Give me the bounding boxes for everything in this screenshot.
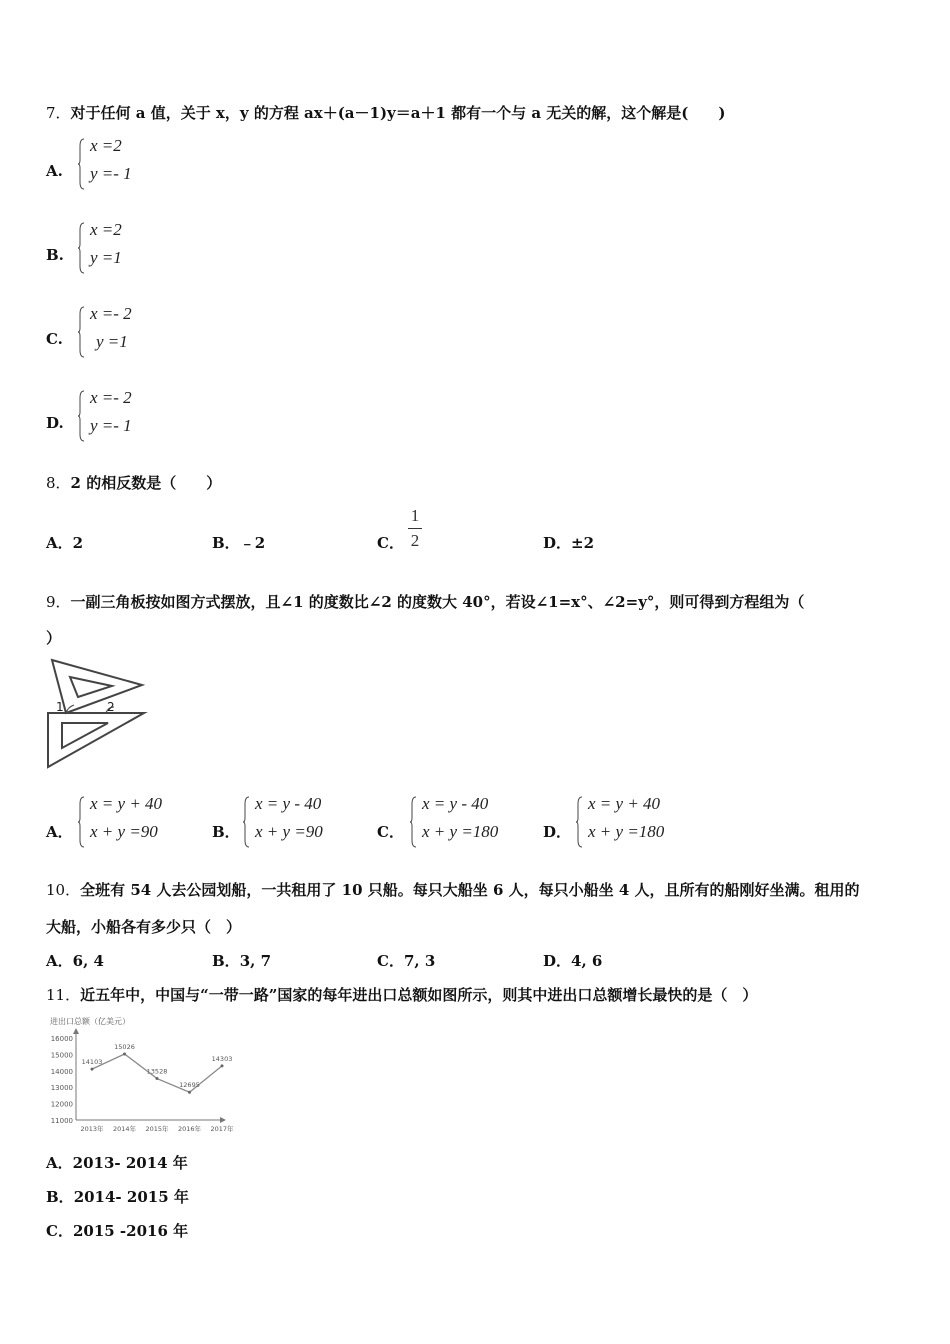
q8-option-d[interactable]: D．±2: [543, 534, 595, 552]
x-tick-label: 2017年: [210, 1125, 234, 1133]
data-point: [123, 1052, 126, 1055]
q10-option-b[interactable]: B．3, 7: [212, 952, 272, 970]
y-tick-label: 11000: [50, 1117, 73, 1125]
q8-option-a[interactable]: A．2: [46, 534, 84, 552]
q11-option-b[interactable]: B．2014- 2015 年: [46, 1188, 189, 1206]
q9-option-b-label[interactable]: B．: [212, 823, 240, 841]
q7-stem: 7．对于任何 a 值，关于 x，y 的方程 ax＋(a－1)y＝a＋1 都有一个与 a 无关的解，这个解是( ): [46, 104, 726, 122]
x-tick-label: 2013年: [80, 1125, 104, 1133]
brace-icon: [576, 796, 583, 848]
q11-stem: 11．近五年中，中国与“一带一路”国家的每年进出口总额如图所示，则其中进出口总额增长最快的是（ ）: [46, 986, 758, 1004]
triangle-boards-figure: [44, 655, 148, 773]
data-point: [91, 1068, 94, 1071]
brace-icon: [410, 796, 417, 848]
q11-option-a[interactable]: A．2013- 2014 年: [46, 1154, 188, 1172]
q7-option-a-label[interactable]: A.: [46, 162, 63, 180]
y-tick-label: 15000: [50, 1051, 73, 1060]
q10-option-c[interactable]: C．7, 3: [377, 952, 436, 970]
x-tick-label: 2014年: [112, 1125, 137, 1133]
q8-stem: 8．2 的相反数是（ ）: [46, 474, 222, 492]
fraction-bar: [408, 528, 422, 529]
q8-option-c[interactable]: C．: [377, 534, 404, 552]
q9-option-a-label[interactable]: A．: [46, 823, 73, 841]
y-axis-arrow-icon: [73, 1028, 79, 1034]
data-label: 15026: [114, 1042, 135, 1051]
q9-option-d-label[interactable]: D．: [543, 823, 572, 841]
q10-option-d[interactable]: D．4, 6: [543, 952, 603, 970]
y-tick-label: 16000: [50, 1035, 73, 1043]
x-tick-label: 2015年: [145, 1125, 169, 1133]
data-point: [156, 1077, 159, 1080]
upper-triangle-inner: [70, 677, 112, 697]
data-point: [188, 1091, 191, 1094]
q7-option-b-label[interactable]: B.: [46, 246, 64, 264]
q7-option-c-label[interactable]: C.: [46, 330, 63, 348]
angle-1-label: 1: [56, 700, 64, 714]
data-point: [221, 1064, 224, 1067]
brace-icon: [78, 306, 85, 358]
upper-triangle: [52, 660, 142, 713]
brace-icon: [78, 390, 85, 442]
q8-option-c-fraction: 1 2: [408, 506, 422, 551]
q10-stem-cont: 大船，小船各有多少只（ ）: [46, 918, 242, 936]
q11-option-c[interactable]: C．2015 -2016 年: [46, 1222, 189, 1240]
data-label: 12695: [179, 1081, 200, 1090]
x-axis-arrow-icon: [220, 1117, 226, 1123]
brace-icon: [78, 222, 85, 274]
q9-stem-cont: ）: [46, 629, 62, 647]
q10-option-a[interactable]: A．6, 4: [46, 952, 104, 970]
brace-icon: [78, 138, 85, 190]
y-tick-label: 12000: [50, 1100, 73, 1109]
brace-icon: [243, 796, 250, 848]
data-label: 14303: [211, 1054, 233, 1063]
data-label: 13528: [146, 1067, 168, 1076]
q8-option-b[interactable]: B．﹣2: [212, 534, 266, 552]
y-tick-label: 13000: [50, 1084, 73, 1093]
q7-option-d-label[interactable]: D.: [46, 414, 64, 432]
data-label: 14103: [81, 1058, 103, 1067]
angle-2-label: 2: [107, 700, 115, 714]
brace-icon: [78, 796, 85, 848]
trade-line-chart: [46, 1012, 234, 1136]
lower-triangle-inner: [62, 723, 108, 748]
q9-stem: 9．一副三角板按如图方式摆放，且∠1 的度数比∠2 的度数大 40°，若设∠1=x°、∠2=y°，则可得到方程组为（: [46, 593, 805, 611]
q10-stem: 10．全班有 54 人去公园划船，一共租用了 10 只船。每只大船坐 6 人，每只小船坐 4 人，且所有的船刚好坐满。租用的: [46, 881, 860, 899]
y-tick-label: 14000: [50, 1067, 73, 1076]
q9-option-c-label[interactable]: C．: [377, 823, 404, 841]
chart-title: 进出口总额（亿美元）: [50, 1017, 130, 1026]
x-tick-label: 2016年: [177, 1125, 202, 1133]
